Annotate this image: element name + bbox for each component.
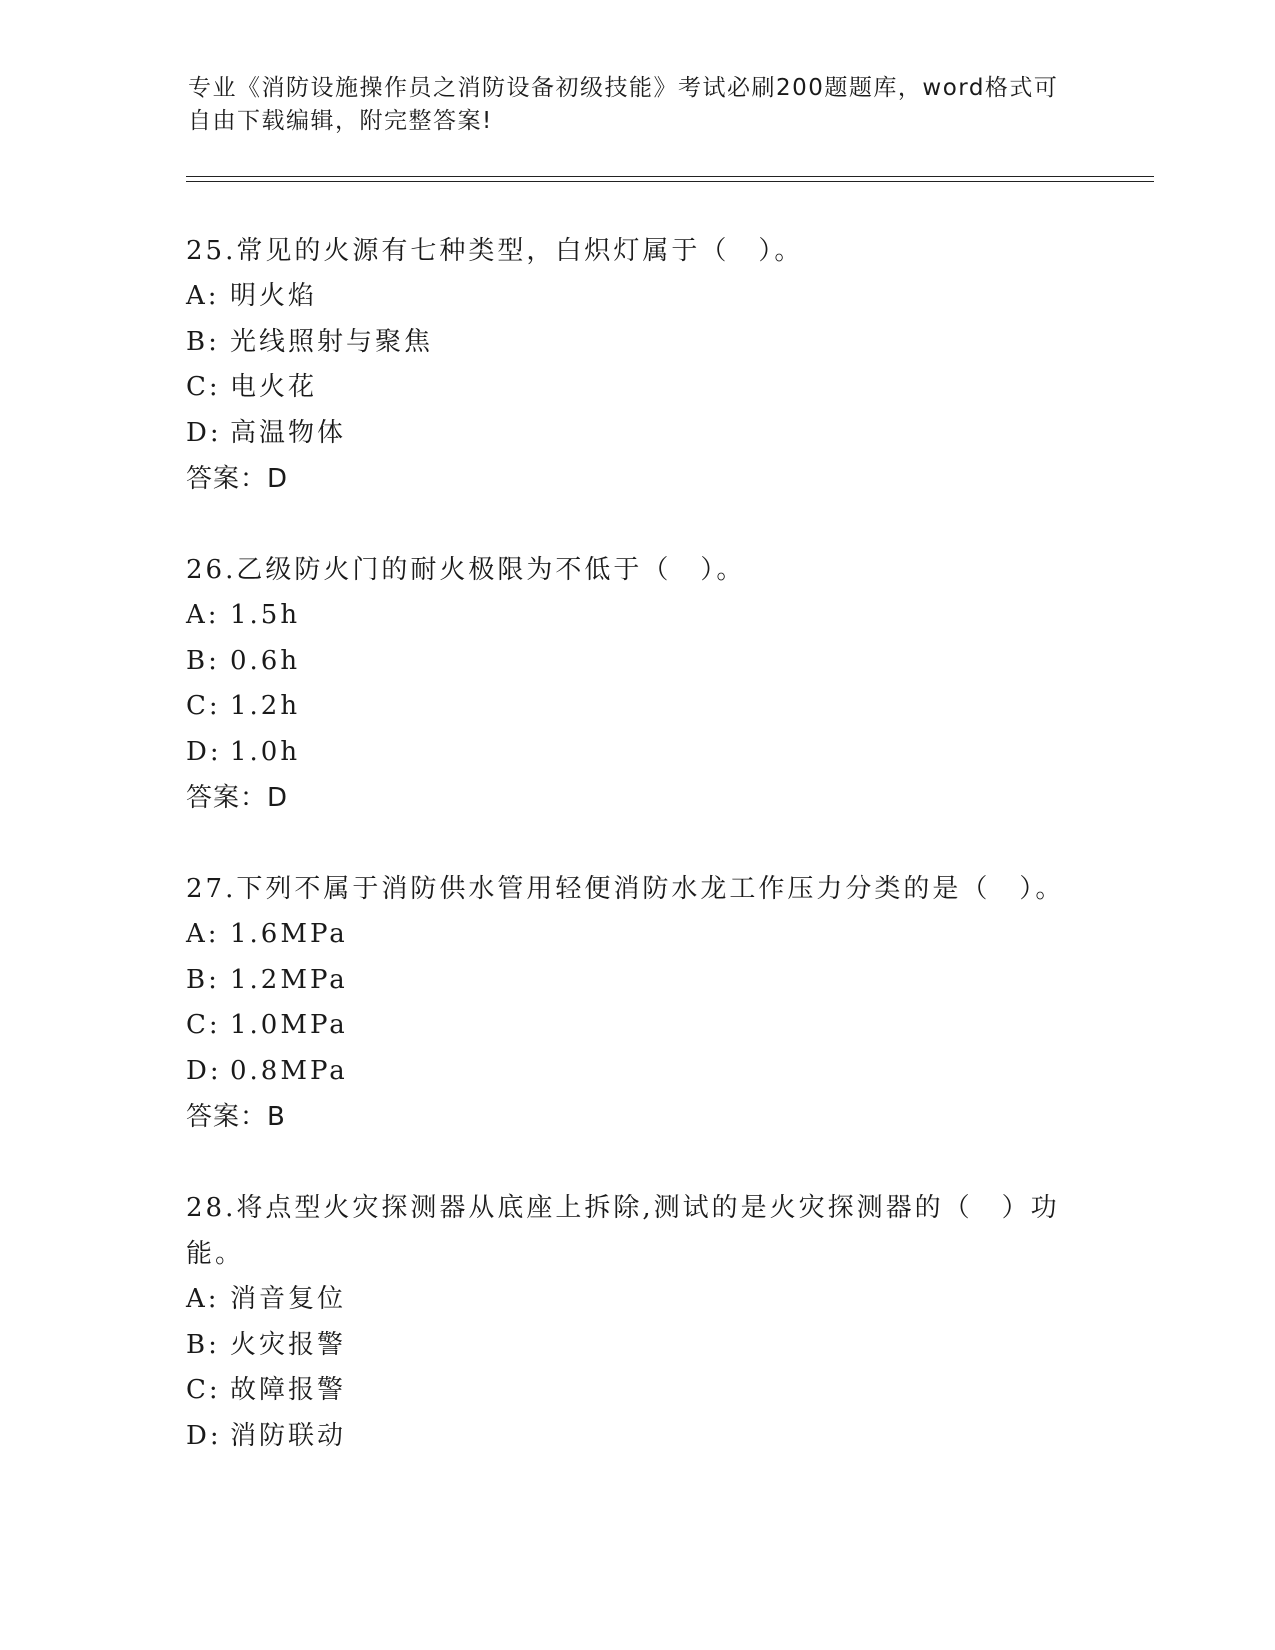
question-stem: 28.将点型火灾探测器从底座上拆除,测试的是火灾探测器的（ ）功能。 (186, 1193, 1060, 1269)
option-letter: B: (186, 326, 220, 357)
option-d (186, 730, 1086, 776)
option-c (186, 1368, 1066, 1414)
option-a (186, 912, 1086, 958)
option-d (186, 1049, 1086, 1095)
option-text: 高温物体 (230, 417, 347, 448)
option-a (186, 274, 1086, 320)
option-text: 光线照射与聚焦 (230, 326, 434, 357)
question-26 (186, 547, 1086, 821)
header-title: 专业《消防设施操作员之消防设备初级技能》考试必刷200题题库，word格式可自由下载编辑，附完整答案! (188, 75, 1059, 134)
option-letter: D: (186, 1420, 222, 1451)
option-letter: B: (186, 964, 220, 995)
option-b (186, 958, 1086, 1004)
option-letter: A: (186, 600, 220, 630)
option-letter: B: (186, 645, 220, 676)
option-text: 0.8MPa (230, 1055, 348, 1086)
answer-line: 答案：B (186, 1102, 286, 1132)
option-text: 明火焰 (230, 281, 318, 311)
question-stem: 26.乙级防火门的耐火极限为不低于（ ）。 (186, 555, 746, 585)
option-letter: C: (186, 372, 221, 402)
option-d (186, 1414, 1066, 1460)
option-text: 1.0h (230, 736, 301, 767)
option-text: 消防联动 (230, 1420, 347, 1451)
option-text: 消音复位 (230, 1284, 347, 1314)
option-a (186, 593, 1086, 639)
option-text: 1.2h (230, 691, 301, 721)
option-text: 火灾报警 (230, 1329, 347, 1360)
option-letter: A: (186, 919, 220, 949)
option-c (186, 684, 1086, 730)
question-25 (186, 228, 1086, 502)
header-divider-bottom (186, 181, 1154, 182)
header-divider-top (186, 176, 1154, 177)
option-letter: C: (186, 691, 221, 721)
option-text: 1.6MPa (230, 919, 348, 949)
option-letter: C: (186, 1010, 221, 1040)
question-28 (186, 1185, 1066, 1459)
option-a (186, 1277, 1066, 1323)
document-header (188, 72, 1068, 138)
option-letter: D: (186, 417, 222, 448)
option-text: 1.5h (230, 600, 301, 630)
question-27 (186, 866, 1086, 1140)
option-b (186, 320, 1086, 366)
option-c (186, 1003, 1086, 1049)
option-b (186, 639, 1086, 685)
option-text: 故障报警 (230, 1375, 347, 1405)
option-c (186, 365, 1086, 411)
option-letter: D: (186, 1055, 222, 1086)
answer-line: 答案：D (186, 783, 289, 813)
option-b (186, 1323, 1066, 1369)
option-letter: B: (186, 1329, 220, 1360)
option-letter: A: (186, 281, 220, 311)
question-stem: 27.下列不属于消防供水管用轻便消防水龙工作压力分类的是（ ）。 (186, 874, 1065, 904)
option-letter: C: (186, 1375, 221, 1405)
option-letter: A: (186, 1284, 220, 1314)
option-text: 1.0MPa (230, 1010, 348, 1040)
answer-line: 答案：D (186, 464, 289, 494)
option-text: 1.2MPa (230, 964, 348, 995)
question-stem: 25.常见的火源有七种类型，白炽灯属于（ ）。 (186, 236, 804, 266)
option-letter: D: (186, 736, 222, 767)
option-d (186, 411, 1086, 457)
option-text: 0.6h (230, 645, 301, 676)
option-text: 电火花 (230, 372, 318, 402)
